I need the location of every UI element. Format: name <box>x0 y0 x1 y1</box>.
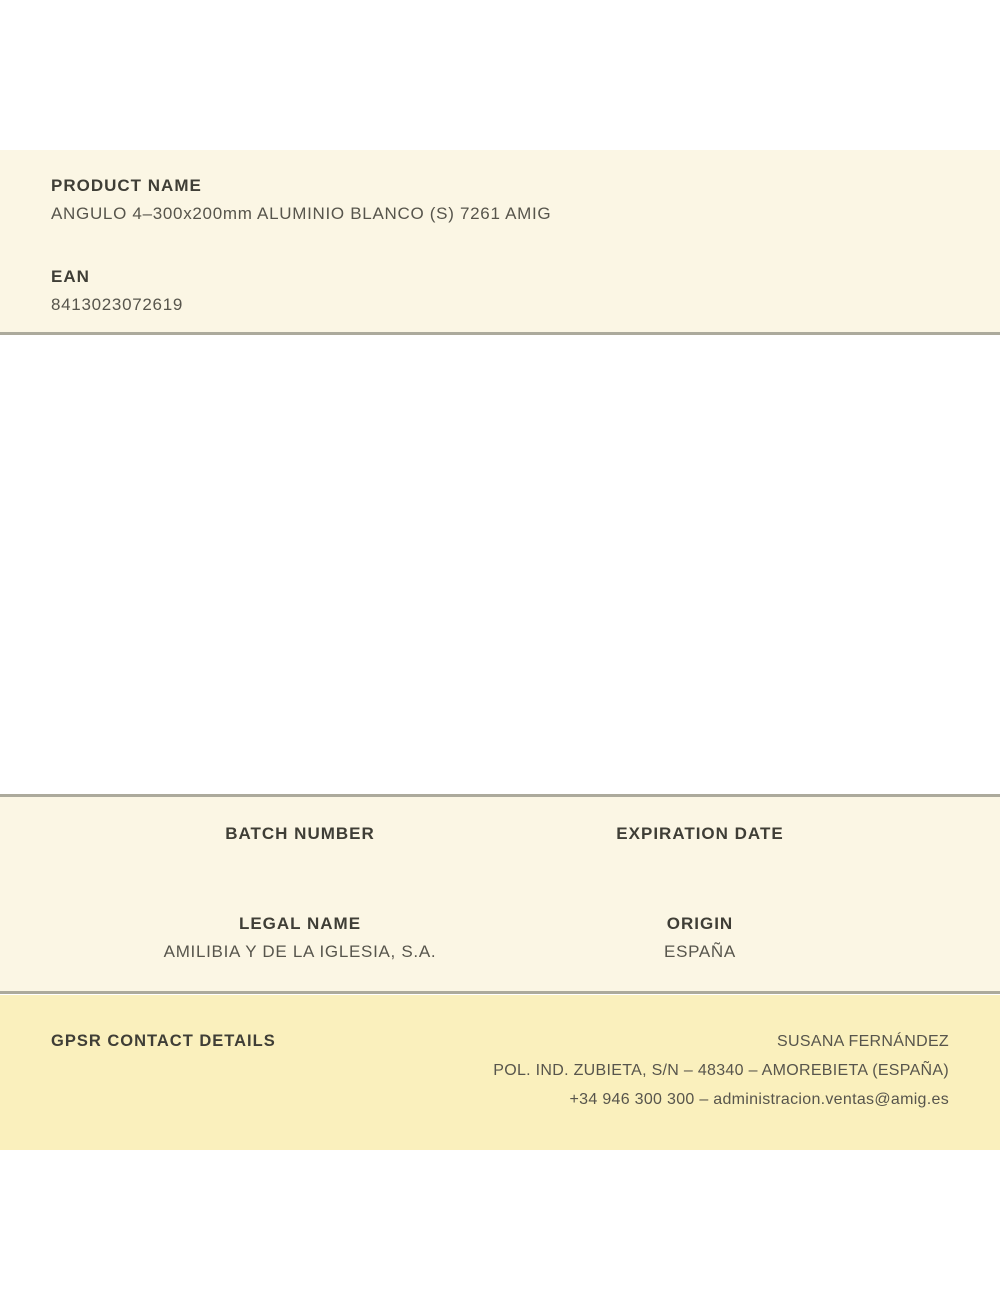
gpsr-contact-title: GPSR CONTACT DETAILS <box>51 1032 276 1050</box>
legal-name-label: LEGAL NAME <box>238 914 362 933</box>
gpsr-contact-lines <box>493 1027 949 1114</box>
ean-value: 8413023072619 <box>51 295 184 314</box>
contact-phone-email-line: +34 946 300 300 – administracion.ventas@amig.es <box>569 1091 949 1108</box>
product-name-value: ANGULO 4–300x200mm ALUMINIO BLANCO (S) 7261 AMIG <box>51 204 552 223</box>
expiration-date-field <box>500 824 900 872</box>
product-info-section <box>0 150 1000 335</box>
contact-person-line: SUSANA FERNÁNDEZ <box>777 1033 949 1050</box>
origin-value: ESPAÑA <box>664 942 736 961</box>
contact-address-line: POL. IND. ZUBIETA, S/N – 48340 – AMOREBIETA (ESPAÑA) <box>493 1062 949 1079</box>
details-grid <box>100 824 900 962</box>
batch-number-value <box>100 852 500 872</box>
ean-label: EAN <box>51 267 90 286</box>
origin-field <box>500 914 900 962</box>
expiration-date-label: EXPIRATION DATE <box>616 824 784 843</box>
legal-name-field <box>100 914 500 962</box>
batch-number-label: BATCH NUMBER <box>225 824 375 843</box>
gpsr-contact-section <box>0 995 1000 1150</box>
ean-field <box>51 267 1000 315</box>
expiration-date-value <box>500 852 900 872</box>
batch-number-field <box>100 824 500 872</box>
product-name-label: PRODUCT NAME <box>51 176 202 195</box>
origin-label: ORIGIN <box>666 914 734 933</box>
legal-name-value: AMILIBIA Y DE LA IGLESIA, S.A. <box>163 942 437 961</box>
details-section <box>0 794 1000 994</box>
product-name-field <box>51 176 1000 224</box>
